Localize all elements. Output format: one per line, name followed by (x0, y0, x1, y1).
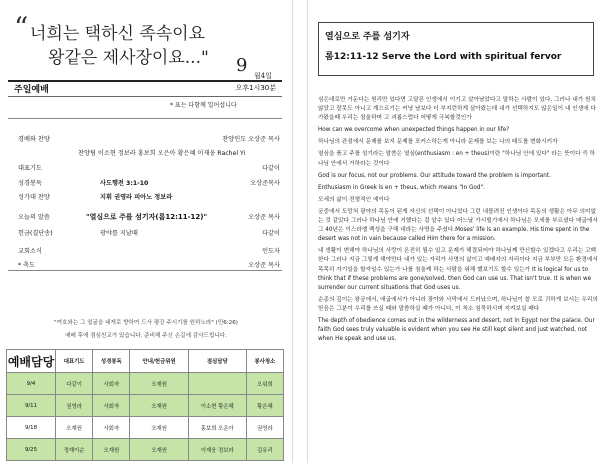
sermon-title-box (318, 22, 594, 76)
duty-cell (188, 373, 246, 395)
order-item-leader: 인도자 (262, 248, 280, 255)
order-item-leader: 오상준목사 (250, 180, 280, 187)
month-number: 9 (236, 55, 248, 76)
duty-cell: 김유리 (246, 439, 283, 461)
order-item-label: 성가대 찬양 (18, 194, 50, 201)
duty-cell: 이재웅 정보라 (188, 439, 246, 461)
order-item-value: 광야를 지날때 (100, 230, 138, 237)
order-item (18, 178, 280, 188)
order-item (18, 134, 280, 144)
duty-table (6, 349, 284, 461)
order-item-value: "열심으로 주를 섬기자(롬12:11-12)" (86, 213, 208, 221)
duty-row (7, 395, 284, 417)
duty-cell: 권영라 (56, 395, 93, 417)
service-time: 오후1시30분 (235, 84, 276, 92)
motto-quote-mark: “ (14, 11, 29, 44)
order-item-value: 지휘 권영라 피아노 정보라 (100, 194, 173, 201)
duty-col-header: 대표기도 (56, 350, 93, 373)
motto (14, 11, 280, 80)
duty-cell: 오재원 (130, 439, 188, 461)
sermon-paragraph: 궁중에서 도망쳐 광야의 목동이 된게 자신의 선택이 아니었다 그런 내몰려진 인생이다 목동의 생활은 아무 의미없는 것 같았다 그러나 하나님 안에 거했다는 걸 알수 있다 어느날 가시떨기에서 하나님은 모세를 부르셨다 애굽에서 그 40년은 이스라엘 백성을 구해 내라는 사명을 주셨다.Moses' life is an example. His time spent in the desert was not in vain because called Him there for a mission. (318, 208, 598, 243)
duty-heading: 예배담당 (7, 350, 56, 373)
standing-notice: * 표는 다함께 일어섭니다 (170, 102, 237, 109)
duty-cell: 오재원 (130, 373, 188, 395)
order-item-label: 오늘의 말씀 (18, 214, 50, 221)
sermon-paragraph: 심은대로만 거둔다는 원리만 있다면 고달픈 인생에서 이기고 살아남았다고 말하는 사람이 있다. 그러나 내가 원치 않았고 잘못도 아니고 계으르기는 커녕 남보다 더 부지런하게 살아왔는데 내가 선택하지도 않은일이 내 인생에 다가왔을때 우리는 침울하며 고 괴롭스럽다 어떻게 극복할것인가 (318, 97, 597, 122)
order-item-leader: 오상준 목사 (248, 262, 280, 269)
duty-cell: 사회자 (93, 373, 130, 395)
duty-cell: 다같이 (56, 373, 93, 395)
order-item-label: 헌금(결단송) (18, 230, 53, 237)
sermon-paragraph: 모세의 삶이 전형적인 예이다 (318, 196, 390, 203)
sermon-title-english: 롬12:11-12 Serve the Lord with spiritual fervor (325, 52, 562, 62)
duty-date: 9/11 (7, 395, 56, 417)
footer-note: 예배 후에 점심친교가 있습니다. 준비해 주신 손길에 감사드립니다. (65, 333, 227, 339)
duty-row (7, 417, 284, 439)
page-gutter (292, 0, 308, 463)
order-item-leader: 다같이 (262, 230, 280, 237)
service-title-bar (8, 80, 282, 97)
order-item-value: 사도행전 3:1-10 (100, 180, 149, 187)
order-item (18, 246, 280, 256)
divider (8, 270, 282, 271)
duty-date: 9/4 (7, 373, 56, 395)
sermon-paragraph: Enthusiasm in Greek is en + theus, which means "In God". (318, 184, 485, 191)
duty-cell: 정재이순 (56, 439, 93, 461)
order-item-leader: 다같이 (262, 165, 280, 172)
sermon-paragraph: God is our focus, not our problems. Our attitude toward the problem is important. (318, 172, 551, 179)
duty-header-row (7, 350, 284, 373)
duty-col-header: 봉사청소 (246, 350, 283, 373)
sermon-paragraph: 순종의 깊이는 왕궁에서, 애굽에서가 아니라 광야와 사막에서 드러났으며, 하나님이 쓸 모로 귀하게 보시는 우리의 믿음은 그분이 우리를 쓰실 때와 말씀하실 때가 아니다, 이 칙소 침묵하시며 지켜보실 때다 (318, 296, 598, 312)
divider (8, 118, 282, 119)
order-item-label: 교회소식 (18, 248, 42, 255)
order-item-value: 찬양팀 이소현 정보라 홍보희 오은아 황은혜 이재웅 Rachel Yi (78, 150, 246, 157)
order-item (18, 163, 280, 173)
duty-cell: 오재원 (93, 439, 130, 461)
duty-cell: 오재원 (56, 417, 93, 439)
duty-cell: 황은혜 (246, 395, 283, 417)
duty-cell: 권영라 (246, 417, 283, 439)
duty-date: 9/25 (7, 439, 56, 461)
duty-cell: 사회자 (93, 417, 130, 439)
month-day: 월4일 (254, 72, 272, 80)
order-item (18, 148, 280, 158)
order-item (18, 228, 280, 238)
sermon-paragraph: How can we overcome when unexpected things happen in our life? (318, 127, 510, 134)
motto-line-1: 너희는 택하신 족속이요 (30, 24, 206, 44)
duty-date: 9/18 (7, 417, 56, 439)
duty-col-header: 성경봉독 (93, 350, 130, 373)
duty-cell: 홍보희 오은아 (188, 417, 246, 439)
duty-cell: 이소현 황은혜 (188, 395, 246, 417)
order-item-label: 성경봉독 (18, 180, 42, 187)
duty-cell: 오재원 (130, 417, 188, 439)
sermon-paragraph: 하나님의 관점에서 문제를 보지 문제를 포커스하는게 아니라 문제를 보는 나의 태도를 변화시키자 (318, 139, 558, 146)
verse-note: "여호와는 그 얼굴을 네게로 향하여 드사 평강 주시기를 원하노라" (민6:26) (54, 320, 238, 326)
motto-line-2: 왕같은 제사장이요..." (48, 48, 209, 68)
order-item-label: * 축도 (18, 262, 36, 269)
duty-cell: 오위희 (246, 373, 283, 395)
order-item-label: 경배와 찬양 (18, 136, 50, 143)
order-item-leader: 찬양인도 오상준 목사 (222, 136, 280, 143)
order-item-label: 대표기도 (18, 165, 42, 172)
order-item (18, 212, 280, 222)
order-item (18, 192, 280, 202)
duty-row (7, 439, 284, 461)
bulletin-right-page (308, 0, 600, 463)
sermon-body (318, 96, 598, 347)
sermon-paragraph: 내 생활이 변해야 하나님의 사랑이 온전히 될수 있고 문제가 해결되어야 하나님께 만신할수 있겠다고 우리는 고백한다 그러나 지금 그렇게 해야만다 내가 있는 자리가 사명의 삶이고 예배자의 자리이다 지금 부부만 모든 환경에서 목목히 자기일을 할자일수 있는가 나를 침울케 하는 사람을 위해 했보기도 할수 있는가 It is logical for us to think that if these problems are gone/solved, then God can use us. That isn't true. It is when we surrender our current situations that God uses us. (318, 248, 598, 291)
duty-row (7, 373, 284, 395)
sermon-paragraph: The depth of obedience comes out in the wilderness and desert, not in Egypt nor the palace. Our faith God sees truly valuable is evident when you see He still kept silent and just watched, not when He speak and use us. (318, 317, 595, 343)
service-title: 주일예배 (14, 85, 49, 95)
order-item-leader: 오상준 목사 (248, 214, 280, 221)
sermon-paragraph: 열심을 품고 주를 섬기라는 말씀은 열심(enthusiasm : en + theus)이란 "하나님 안에 있다" 라는 뜻이다 즉 하나님 안에서 거하라는 것이다 (318, 151, 596, 167)
duty-cell: 오재원 (130, 395, 188, 417)
order-item (18, 260, 280, 270)
bulletin-left-page (0, 0, 290, 463)
duty-col-header: 점심담당 (188, 350, 246, 373)
sermon-title-korean: 열심으로 주를 섬기자 (325, 32, 410, 42)
duty-col-header: 안내/헌금위원 (130, 350, 188, 373)
duty-cell: 사회자 (93, 395, 130, 417)
duty-body (7, 373, 284, 461)
